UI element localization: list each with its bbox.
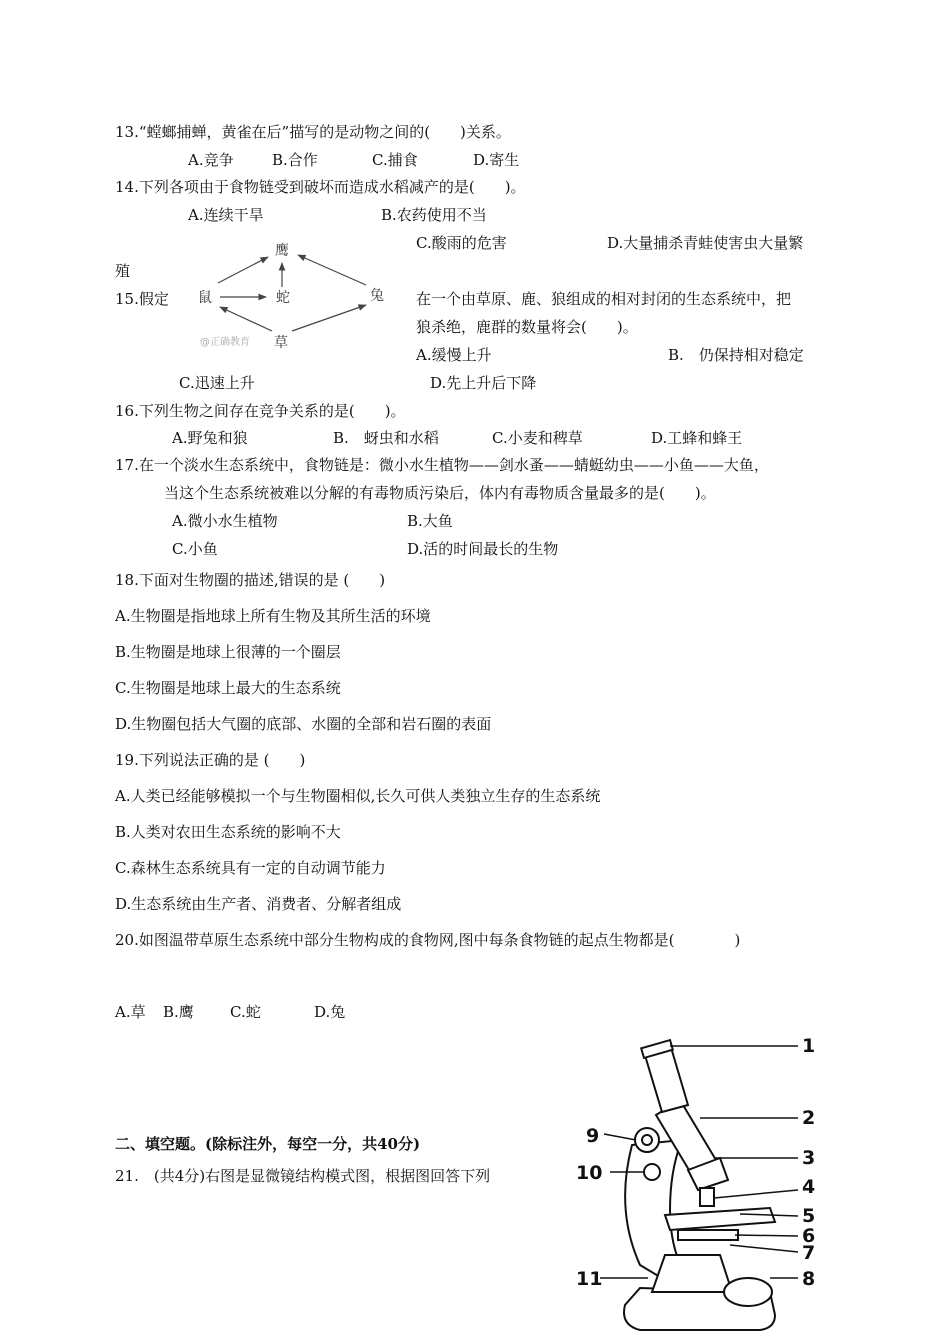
coarse-knob-center xyxy=(642,1135,652,1145)
label-6: 6 xyxy=(802,1225,816,1247)
q18-option-a: A.生物圈是指地球上所有生物及其所生活的环境 xyxy=(115,607,431,625)
pillar-shape xyxy=(652,1255,732,1292)
q20-stem: 20.如图温带草原生态系统中部分生物构成的食物网,图中每条食物链的起点生物都是( ) xyxy=(115,931,741,949)
q13-option-b: B.合作 xyxy=(272,151,318,169)
arrow-grass-rabbit xyxy=(292,305,366,331)
q17-stem-line2: 当这个生态系统被难以分解的有毒物质污染后，体内有毒物质含量最多的是( )。 xyxy=(164,484,716,502)
q18-option-b: B.生物圈是地球上很薄的一个圈层 xyxy=(115,643,341,661)
q20-option-a: A.草 xyxy=(115,1003,146,1021)
label-5: 5 xyxy=(802,1205,816,1227)
label-3: 3 xyxy=(802,1147,816,1169)
node-mouse: 鼠 xyxy=(198,290,212,306)
watermark: @正确教育 xyxy=(200,337,250,348)
q20-option-b: B.鹰 xyxy=(163,1003,194,1021)
q18-option-c: C.生物圈是地球上最大的生态系统 xyxy=(115,679,341,697)
q19-option-b: B.人类对农田生态系统的影响不大 xyxy=(115,823,341,841)
q15-stem-line2: 狼杀绝，鹿群的数量将会( )。 xyxy=(416,318,638,336)
q13-stem: 13.“螳螂捕蝉，黄雀在后”描写的是动物之间的( )关系。 xyxy=(115,123,511,141)
label-7: 7 xyxy=(802,1242,816,1264)
leader-7 xyxy=(730,1245,798,1252)
objective-shape xyxy=(700,1188,714,1206)
leader-9 xyxy=(604,1134,636,1140)
q16-option-c: C.小麦和稗草 xyxy=(492,429,583,447)
q19-stem: 19.下列说法正确的是 ( ) xyxy=(115,751,306,769)
label-8: 8 xyxy=(802,1268,816,1290)
label-9: 9 xyxy=(586,1125,600,1147)
q15-option-c: C.迅速上升 xyxy=(179,374,255,392)
q19-option-d: D.生态系统由生产者、消费者、分解者组成 xyxy=(115,895,402,913)
arrow-mouse-eagle xyxy=(218,257,268,283)
label-10: 10 xyxy=(576,1162,603,1184)
diaphragm-shape xyxy=(678,1230,738,1240)
node-grass: 草 xyxy=(274,335,288,351)
mirror-shape xyxy=(724,1278,772,1306)
q16-option-b: B. 蚜虫和水稻 xyxy=(333,429,439,447)
q20-option-d: D.兔 xyxy=(314,1003,346,1021)
q13-option-d: D.寄生 xyxy=(473,151,520,169)
label-11: 11 xyxy=(576,1268,603,1290)
q15-option-d: D.先上升后下降 xyxy=(430,374,537,392)
q14-stem: 14.下列各项由于食物链受到破坏而造成水稻减产的是( )。 xyxy=(115,178,526,196)
q15-option-b: B. 仍保持相对稳定 xyxy=(668,346,804,364)
q15-stem-line1: 在一个由草原、鹿、狼组成的相对封闭的生态系统中，把 xyxy=(416,290,792,308)
q17-option-a: A.微小水生植物 xyxy=(172,512,278,530)
node-rabbit: 兔 xyxy=(370,288,384,304)
q15-option-a: A.缓慢上升 xyxy=(416,346,492,364)
arrow-rabbit-eagle xyxy=(298,255,366,285)
q17-option-d: D.活的时间最长的生物 xyxy=(407,540,559,558)
q14-option-d: D.大量捕杀青蛙使害虫大量繁 xyxy=(607,234,804,252)
q16-option-d: D.工蜂和蜂王 xyxy=(651,429,743,447)
node-eagle: 鹰 xyxy=(275,243,289,259)
q21-stem: 21. (共4分)右图是显微镜结构模式图，根据图回答下列 xyxy=(115,1167,491,1185)
q14-option-b: B.农药使用不当 xyxy=(381,206,487,224)
arrow-grass-mouse xyxy=(220,307,272,331)
q14-option-c: C.酸雨的危害 xyxy=(416,234,507,252)
q17-option-c: C.小鱼 xyxy=(172,540,218,558)
q17-option-b: B.大鱼 xyxy=(407,512,453,530)
q14-option-d-continued: 殖 xyxy=(115,262,131,280)
label-1: 1 xyxy=(802,1035,816,1057)
q15-number: 15.假定 xyxy=(115,290,169,308)
q20-option-c: C.蛇 xyxy=(230,1003,261,1021)
q13-option-c: C.捕食 xyxy=(372,151,418,169)
q18-option-d: D.生物圈包括大气圈的底部、水圈的全部和岩石圈的表面 xyxy=(115,715,492,733)
q18-stem: 18.下面对生物圈的描述,错误的是 ( ) xyxy=(115,571,386,589)
leader-4 xyxy=(714,1190,798,1198)
label-4: 4 xyxy=(802,1176,816,1198)
fine-knob xyxy=(644,1164,660,1180)
node-snake: 蛇 xyxy=(276,290,290,306)
food-web-diagram xyxy=(190,235,400,355)
leader-6 xyxy=(735,1235,798,1236)
label-2: 2 xyxy=(802,1107,816,1129)
q16-option-a: A.野兔和狼 xyxy=(172,429,248,447)
q19-option-a: A.人类已经能够模拟一个与生物圈相似,长久可供人类独立生存的生态系统 xyxy=(115,787,601,805)
q17-stem-line1: 17.在一个淡水生态系统中，食物链是：微小水生植物——剑水蚤——蜻蜓幼虫——小鱼——大鱼， xyxy=(115,456,769,474)
q19-option-c: C.森林生态系统具有一定的自动调节能力 xyxy=(115,859,386,877)
q16-stem: 16.下列生物之间存在竞争关系的是( )。 xyxy=(115,402,406,420)
section-title: 二、填空题。(除标注外，每空一分，共40分) xyxy=(115,1135,421,1153)
stage-shape xyxy=(665,1208,775,1230)
q13-option-a: A.竞争 xyxy=(188,151,234,169)
microscope-diagram xyxy=(570,1030,830,1340)
q14-option-a: A.连续干旱 xyxy=(188,206,264,224)
